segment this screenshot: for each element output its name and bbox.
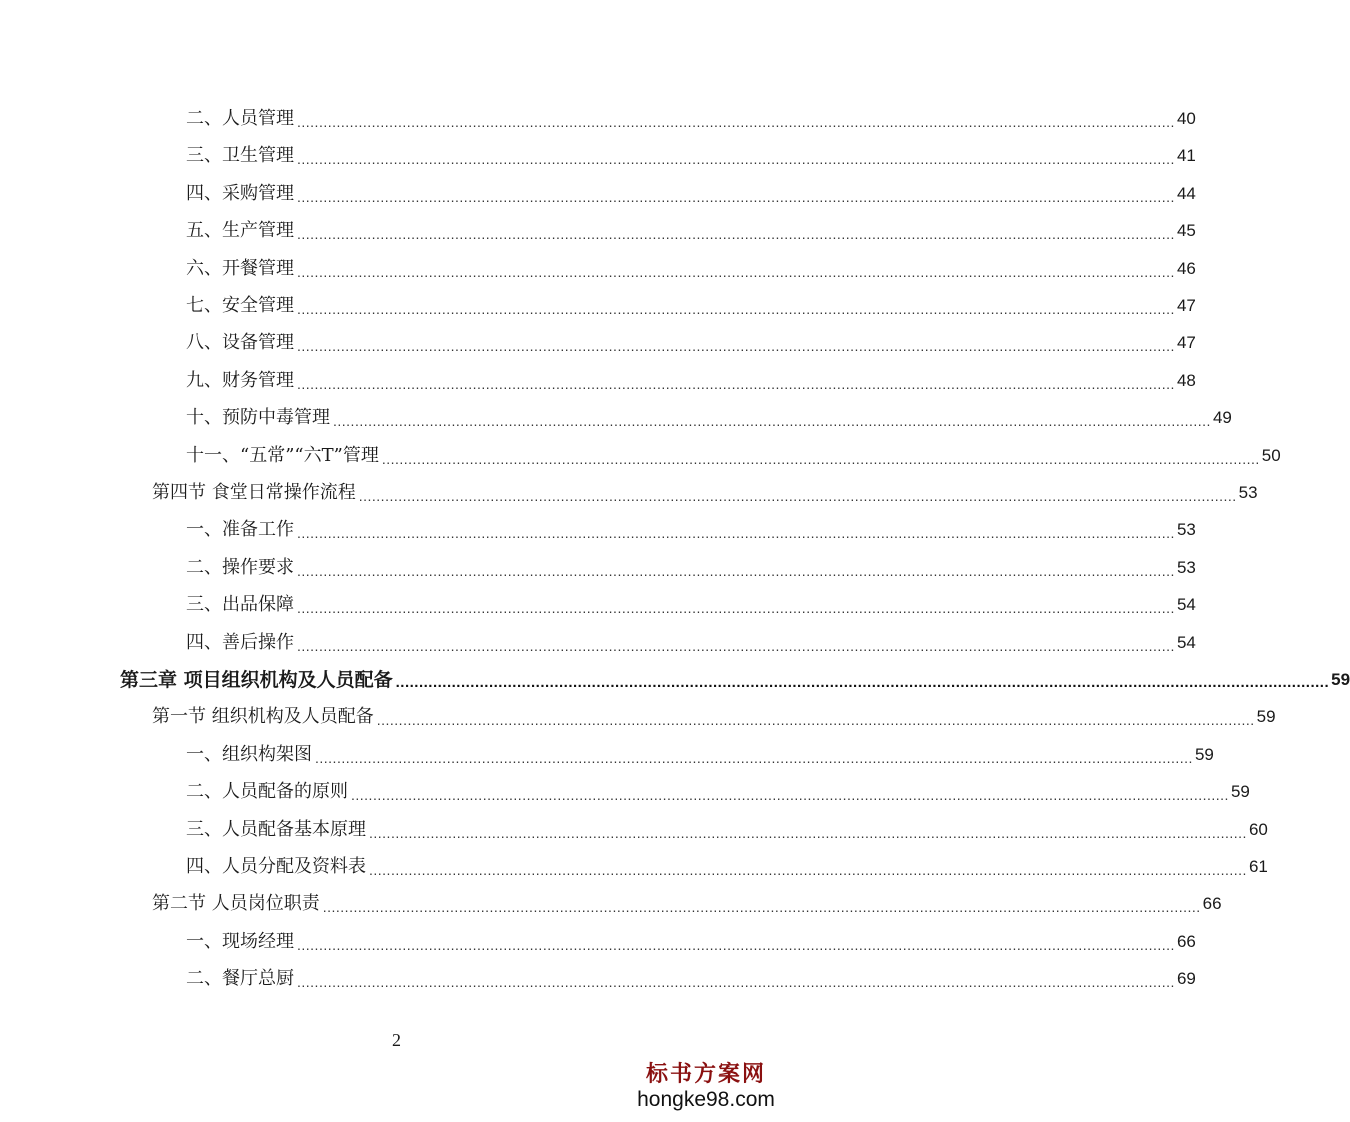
toc-entry-page: 69 [1176, 969, 1196, 989]
toc-dot-leader: ........................................................................................................................................................................................................ [297, 600, 1175, 617]
toc-entry[interactable] [186, 854, 1268, 880]
toc-entry[interactable] [186, 256, 1196, 282]
toc-entry-title: 四、善后操作 [186, 631, 294, 653]
toc-dot-leader: ........................................................................................................................................................................................................ [358, 488, 1237, 504]
toc-entry-title: 一、组织构架图 [186, 743, 312, 765]
toc-dot-leader: ........................................................................................................................................................................................................ [297, 226, 1175, 243]
toc-entry[interactable] [186, 555, 1196, 581]
toc-entry-title: 五、生产管理 [186, 220, 294, 242]
toc-entry-title: 第一节 组织机构及人员配备 [152, 706, 374, 728]
toc-entry-title: 二、人员管理 [186, 108, 294, 129]
toc-entry-title: 二、操作要求 [186, 556, 294, 578]
toc-entry[interactable] [186, 817, 1268, 843]
toc-entry-title: 九、财务管理 [186, 369, 294, 391]
toc-entry[interactable] [186, 218, 1196, 244]
toc-entry[interactable] [186, 630, 1196, 656]
toc-entry-page: 54 [1176, 632, 1196, 652]
toc-entry-page: 59 [1331, 670, 1350, 689]
toc-entry-page: 66 [1202, 894, 1222, 914]
toc-dot-leader: ........................................................................................................................................................................................................ [395, 674, 1330, 691]
toc-entry-page: 59 [1256, 707, 1276, 727]
toc-entry-title: 八、设备管理 [186, 332, 294, 354]
toc-dot-leader: ........................................................................................................................................................................................................ [297, 375, 1175, 392]
toc-entry-page: 50 [1261, 445, 1281, 465]
toc-entry[interactable] [152, 704, 1276, 730]
watermark-chinese-text: 标书方案网 [645, 1061, 766, 1087]
toc-entry-page: 41 [1176, 146, 1196, 166]
toc-dot-leader: ........................................................................................................................................................................................................ [297, 974, 1175, 991]
toc-entry-page: 53 [1176, 557, 1196, 577]
toc-entry-title: 三、人员配备基本原理 [186, 818, 366, 840]
toc-entry[interactable] [152, 891, 1222, 917]
toc-entry[interactable] [186, 143, 1196, 169]
toc-dot-leader: ........................................................................................................................................................................................................ [381, 450, 1260, 467]
toc-dot-leader: ........................................................................................................................................................................................................ [322, 899, 1201, 916]
toc-entry-page: 49 [1212, 408, 1232, 428]
toc-dot-leader: ........................................................................................................................................................................................................ [297, 525, 1175, 542]
toc-entry-page: 66 [1176, 931, 1196, 951]
toc-entry-page: 54 [1176, 595, 1196, 615]
toc-entry-title: 第三章 项目组织机构及人员配备 [120, 669, 393, 691]
toc-entry-title: 六、开餐管理 [186, 257, 294, 279]
toc-entry-page: 59 [1194, 744, 1214, 764]
toc-entry-page: 45 [1176, 221, 1196, 241]
toc-dot-leader: ........................................................................................................................................................................................................ [297, 936, 1175, 953]
toc-entry[interactable] [120, 667, 1350, 693]
toc-dot-leader: ........................................................................................................................................................................................................ [376, 712, 1255, 729]
toc-dot-leader: ........................................................................................................................................................................................................ [297, 263, 1175, 280]
page-number: 2 [392, 1030, 401, 1050]
watermark-logo [631, 1060, 781, 1112]
toc-dot-leader: ........................................................................................................................................................................................................ [369, 862, 1247, 878]
toc-entry-page: 48 [1176, 370, 1196, 390]
toc-dot-leader: ........................................................................................................................................................................................................ [369, 824, 1247, 841]
toc-entry-page: 46 [1176, 258, 1196, 278]
toc-entry-title: 一、现场经理 [186, 930, 294, 952]
toc-dot-leader: ........................................................................................................................................................................................................ [315, 749, 1193, 766]
toc-entry[interactable] [186, 405, 1232, 431]
toc-entry-page: 61 [1248, 857, 1268, 876]
toc-entry[interactable] [186, 443, 1281, 469]
toc-entry-page: 44 [1176, 183, 1196, 203]
toc-entry[interactable] [186, 742, 1214, 768]
toc-entry-title: 第四节 食堂日常操作流程 [152, 482, 356, 503]
toc-entry-title: 三、出品保障 [186, 594, 294, 616]
toc-dot-leader: ........................................................................................................................................................................................................ [333, 413, 1211, 430]
toc-entry[interactable] [186, 330, 1196, 356]
toc-entry[interactable] [186, 181, 1196, 207]
toc-entry-page: 60 [1248, 819, 1268, 839]
toc-dot-leader: ........................................................................................................................................................................................................ [297, 562, 1175, 579]
toc-dot-leader: ........................................................................................................................................................................................................ [297, 151, 1175, 168]
watermark-url-text: hongke98.com [637, 1088, 775, 1111]
toc-dot-leader: ........................................................................................................................................................................................................ [297, 114, 1175, 130]
toc-entry-title: 十、预防中毒管理 [186, 407, 330, 429]
toc-entry-title: 二、餐厅总厨 [186, 968, 294, 990]
toc-entry-title: 三、卫生管理 [186, 145, 294, 167]
toc-entry-page: 53 [1176, 520, 1196, 540]
toc-entry-title: 一、准备工作 [186, 519, 294, 541]
toc-entry[interactable] [152, 480, 1258, 506]
toc-entry-page: 47 [1176, 333, 1196, 353]
toc-entry[interactable] [186, 106, 1196, 132]
toc-entry-title: 二、人员配备的原则 [186, 781, 348, 803]
toc-entry[interactable] [186, 517, 1196, 543]
toc-entry[interactable] [186, 592, 1196, 618]
toc-entry-page: 47 [1176, 296, 1196, 315]
toc-entry-title: 四、人员分配及资料表 [186, 856, 366, 877]
toc-dot-leader: ........................................................................................................................................................................................................ [297, 637, 1175, 654]
toc-dot-leader: ........................................................................................................................................................................................................ [297, 301, 1175, 317]
toc-entry[interactable] [186, 966, 1196, 992]
toc-dot-leader: ........................................................................................................................................................................................................ [297, 188, 1175, 205]
toc-dot-leader: ........................................................................................................................................................................................................ [297, 338, 1175, 355]
toc-entry-title: 七、安全管理 [186, 295, 294, 316]
toc-entry-title: 四、采购管理 [186, 182, 294, 204]
toc-entry-page: 40 [1176, 109, 1196, 128]
toc-entry[interactable] [186, 929, 1196, 955]
toc-entry-title: 第二节 人员岗位职责 [152, 893, 320, 915]
toc-entry-title: 十一、“五常”“六T”管理 [186, 444, 379, 466]
toc-dot-leader: ........................................................................................................................................................................................................ [351, 787, 1229, 804]
toc-entry-page: 59 [1230, 782, 1250, 802]
toc-entry[interactable] [186, 293, 1196, 319]
toc-entry[interactable] [186, 368, 1196, 394]
toc-entry[interactable] [186, 779, 1250, 805]
toc-entry-page: 53 [1238, 483, 1258, 502]
